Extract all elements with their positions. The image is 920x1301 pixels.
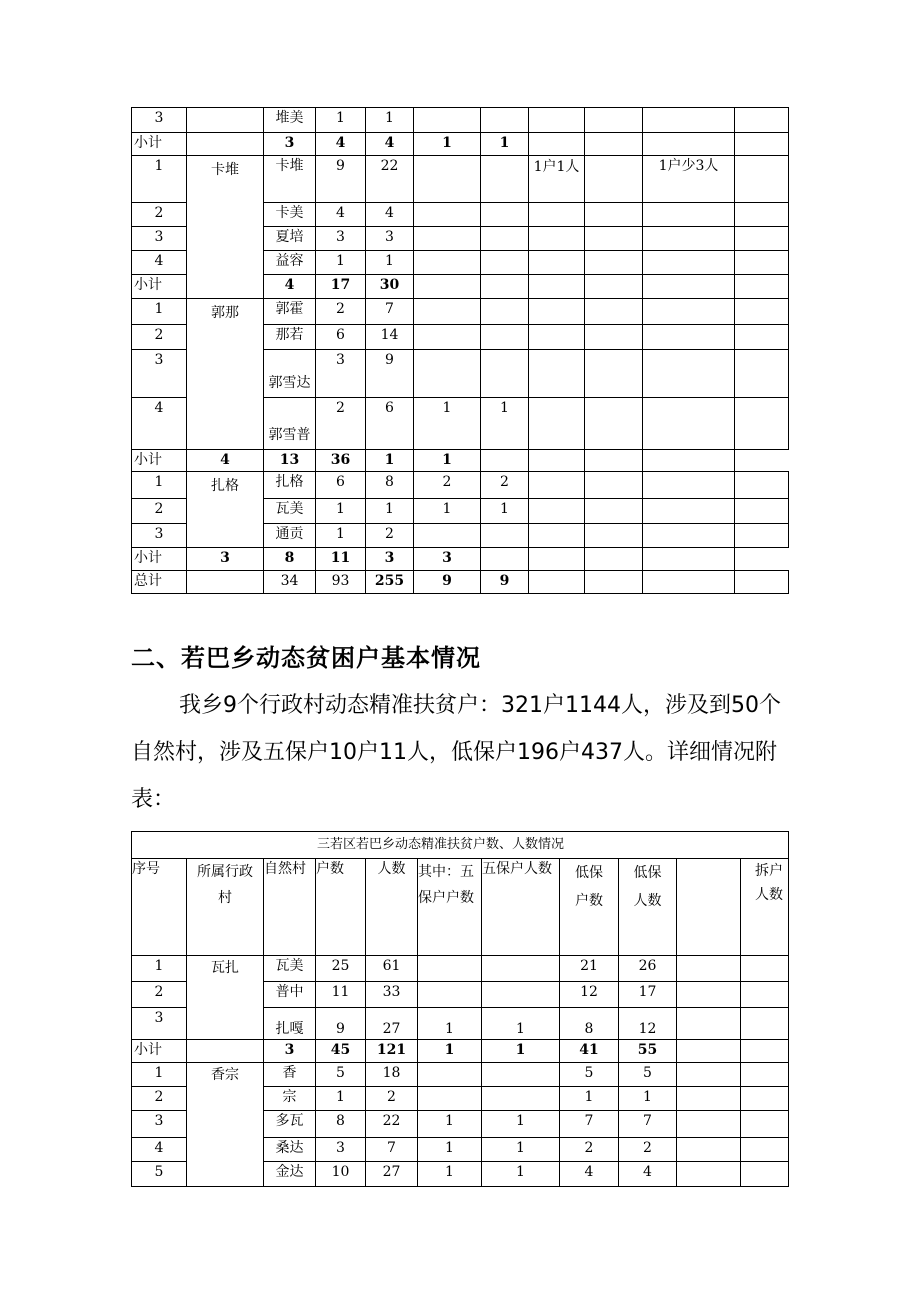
- table1-cell-village: [187, 571, 264, 594]
- table1-cell-c5: [481, 450, 529, 472]
- paragraph-text: 我乡9个行政村动态精准扶贫户：321户1144人，涉及到50个自然村，涉及五保户10户11人，低保户196户437人。详细情况附表：: [131, 693, 781, 812]
- table1-cell-c7: [643, 275, 735, 299]
- table2-cell-hh: 45: [316, 1040, 366, 1063]
- table2-cell-x: [677, 1162, 741, 1187]
- table1-cell-c8: [735, 299, 789, 325]
- table1-cell-c3: 1: [414, 398, 481, 450]
- table1-cell-c6: [585, 251, 643, 275]
- table1-cell-c4: [481, 203, 529, 227]
- table1-cell-c1: 2: [316, 299, 366, 325]
- table1-cell-c6: [529, 450, 585, 472]
- table2-cell-pp: 121: [366, 1040, 418, 1063]
- table1-cell-nat: 郭霍: [264, 299, 316, 325]
- table1-cell-nat: 瓦美: [264, 499, 316, 524]
- table1-cell-seq: 3: [132, 524, 187, 548]
- table2-cell-nat: 瓦美: [264, 956, 316, 982]
- table2-cell-l1: 5: [560, 1063, 619, 1087]
- header-village-text: 所属行政村: [197, 864, 253, 906]
- table1-row: [132, 299, 789, 325]
- table1-cell-c7: [643, 350, 735, 398]
- table1-cell-c6: [585, 299, 643, 325]
- table1-row: [132, 472, 789, 499]
- table1-cell-c4: [481, 275, 529, 299]
- table1-cell-seq: 1: [132, 299, 187, 325]
- table1-cell-c3: 2: [414, 472, 481, 499]
- table2-cell-hh: 11: [316, 982, 366, 1008]
- table2-cell-f1: 1: [418, 1008, 482, 1040]
- table1-cell-c2: 11: [316, 548, 366, 571]
- table1-cell-c8: [735, 227, 789, 251]
- table1-cell-c8: [643, 450, 735, 472]
- table2-title-cell: [132, 832, 789, 859]
- table2-cell-pp: 22: [366, 1111, 418, 1138]
- table1-cell-c2: 30: [366, 275, 414, 299]
- table1-cell-c3: [414, 325, 481, 350]
- table1-cell-c5: [529, 251, 585, 275]
- table2-cell-l2: 26: [619, 956, 677, 982]
- table2-cell-s: [741, 1111, 789, 1138]
- table2-cell-x: [677, 1040, 741, 1063]
- table2-cell-seq: 1: [132, 956, 187, 982]
- table1-cell-c1: 6: [316, 325, 366, 350]
- table1-cell-c7: [643, 571, 735, 594]
- table1-cell-village: [187, 108, 264, 133]
- table1-cell-c7: [643, 299, 735, 325]
- table2-cell-f2: 1: [482, 1040, 560, 1063]
- table1-cell-c3: [414, 299, 481, 325]
- table1-cell-c4: [481, 524, 529, 548]
- table1-cell-c2: 1: [366, 251, 414, 275]
- table1-cell-c8: [735, 251, 789, 275]
- table2-cell-l1: 41: [560, 1040, 619, 1063]
- table2-cell-l2: 55: [619, 1040, 677, 1063]
- table2-cell-l1: 4: [560, 1162, 619, 1187]
- table2-row: [132, 956, 789, 982]
- table1-cell-c1: 3: [316, 350, 366, 398]
- table1-cell-village: [187, 133, 264, 156]
- table1-cell-c7: [643, 251, 735, 275]
- table1-cell-c8: [735, 133, 789, 156]
- table2-cell-x: [677, 1111, 741, 1138]
- table2-cell-f2: 1: [482, 1008, 560, 1040]
- table2-cell-seq: 3: [132, 1008, 187, 1040]
- table2-cell-s: [741, 982, 789, 1008]
- table1-cell-c5: [529, 133, 585, 156]
- table2-cell-l1: 21: [560, 956, 619, 982]
- table2-cell-nat: 普中: [264, 982, 316, 1008]
- table1-cell-seq: 小计: [132, 548, 187, 571]
- table1-cell-c1: 17: [316, 275, 366, 299]
- table1-cell-c6: [585, 571, 643, 594]
- table2-cell-hh: 3: [316, 1138, 366, 1162]
- table1-cell-c4: [481, 108, 529, 133]
- table1-cell-c5: 1户1人: [529, 156, 585, 203]
- table1-cell-village: 扎格: [187, 472, 264, 548]
- table2-cell-s: [741, 1063, 789, 1087]
- table2-cell-l2: 1: [619, 1087, 677, 1111]
- table1-row: [132, 108, 789, 133]
- table1-cell-seq: 4: [132, 251, 187, 275]
- table1-cell-c5: [529, 299, 585, 325]
- table1-cell-c6: [585, 325, 643, 350]
- section-paragraph: [131, 682, 791, 823]
- table2-cell-nat: 3: [264, 1040, 316, 1063]
- table1-cell-c3: [414, 251, 481, 275]
- table1-cell-c4: 1: [481, 133, 529, 156]
- header-five-guarantee-households: 其中：五保户户数: [418, 859, 482, 956]
- table2-cell-l1: 2: [560, 1138, 619, 1162]
- table1-cell-c7: [643, 108, 735, 133]
- table2-cell-f1: 1: [418, 1138, 482, 1162]
- table2-cell-f2: [482, 982, 560, 1008]
- table1-cell-c5: [529, 571, 585, 594]
- table1-cell-c7: [585, 548, 643, 571]
- table1-cell-seq: 小计: [132, 450, 187, 472]
- table1-cell-c2: 3: [366, 227, 414, 251]
- table1-cell-nat: 卡美: [264, 203, 316, 227]
- table2-cell-hh: 9: [316, 1008, 366, 1040]
- table2-cell-s: [741, 956, 789, 982]
- table1-cell-c2: 2: [366, 524, 414, 548]
- table2-cell-l2: 7: [619, 1111, 677, 1138]
- table2-cell-f1: [418, 982, 482, 1008]
- table2-cell-seq: 4: [132, 1138, 187, 1162]
- table1-cell-c1: 2: [316, 398, 366, 450]
- table1-cell-c8: [735, 108, 789, 133]
- table1-cell-seq: 1: [132, 156, 187, 203]
- table1-cell-nat: 堆美: [264, 108, 316, 133]
- table1-cell-c5: [529, 108, 585, 133]
- table1-cell-c6: [585, 275, 643, 299]
- table1-cell-c5: [529, 275, 585, 299]
- table1-cell-seq: 2: [132, 499, 187, 524]
- table1-cell-nat: 3: [187, 548, 264, 571]
- table1-cell-c3: [414, 227, 481, 251]
- table1-cell-c8: [735, 524, 789, 548]
- table2-cell-seq: 2: [132, 982, 187, 1008]
- table2-cell-l1: 8: [560, 1008, 619, 1040]
- section-heading: 二、若巴乡动态贫困户基本情况: [131, 644, 481, 672]
- table2-cell-f2: 1: [482, 1111, 560, 1138]
- table1-cell-nat: 郭雪达: [264, 350, 316, 398]
- table1-cell-seq: 小计: [132, 275, 187, 299]
- table1-cell-c6: [585, 350, 643, 398]
- table1-cell-c3: [414, 275, 481, 299]
- table1-cell-c5: [529, 499, 585, 524]
- table1-cell-c4: [481, 156, 529, 203]
- table1-cell-c4: 1: [481, 398, 529, 450]
- table1-cell-c7: [643, 398, 735, 450]
- table2-cell-x: [677, 1138, 741, 1162]
- table1-cell-c2: 255: [366, 571, 414, 594]
- table2-cell-nat: 桑达: [264, 1138, 316, 1162]
- table1-cell-c6: [585, 133, 643, 156]
- table1-cell-c2: 1: [366, 108, 414, 133]
- table1-cell-nat: 郭雪普: [264, 398, 316, 450]
- table1-cell-seq: 3: [132, 227, 187, 251]
- table2-cell-village: [187, 1040, 264, 1063]
- table1-cell-c1: 93: [316, 571, 366, 594]
- table1-cell-seq: 4: [132, 398, 187, 450]
- table2-cell-nat: 金达: [264, 1162, 316, 1187]
- table1-cell-c8: [735, 350, 789, 398]
- table1-cell-c6: [585, 472, 643, 499]
- header-five-guarantee-people: 五保户人数: [482, 859, 560, 956]
- table1-cell-c8: [735, 156, 789, 203]
- table1-cell-c7: [643, 325, 735, 350]
- table1-cell-c8: [735, 571, 789, 594]
- table1-row: [132, 156, 789, 203]
- table1-cell-seq: 3: [132, 108, 187, 133]
- table2-cell-x: [677, 982, 741, 1008]
- table2-cell-x: [677, 1008, 741, 1040]
- table1-cell-c7: [643, 227, 735, 251]
- table1-cell-c8: [735, 499, 789, 524]
- table1-row: [132, 133, 789, 156]
- table1-cell-nat: 夏培: [264, 227, 316, 251]
- table1-cell-nat: 4: [187, 450, 264, 472]
- table1-cell-c3: [414, 108, 481, 133]
- table1-cell-c8: [735, 398, 789, 450]
- table2-cell-seq: 小计: [132, 1040, 187, 1063]
- table1-cell-c5: [529, 325, 585, 350]
- header-low-income-people: 低保人数: [619, 859, 677, 956]
- table2-cell-pp: 27: [366, 1162, 418, 1187]
- table1-cell-c4: 1: [414, 450, 481, 472]
- table2-cell-f2: [482, 956, 560, 982]
- table2-cell-x: [677, 1087, 741, 1111]
- table2-cell-seq: 1: [132, 1063, 187, 1087]
- table1-cell-c2: 4: [366, 203, 414, 227]
- table1-cell-c7: [643, 133, 735, 156]
- table1-cell-nat: 通贡: [264, 524, 316, 548]
- table2-cell-f2: 1: [482, 1138, 560, 1162]
- table2-cell-hh: 1: [316, 1087, 366, 1111]
- table1-cell-c3: [414, 203, 481, 227]
- table2-cell-seq: 2: [132, 1087, 187, 1111]
- table1-cell-c1: 8: [264, 548, 316, 571]
- table2-cell-f2: [482, 1063, 560, 1087]
- table2-cell-hh: 10: [316, 1162, 366, 1187]
- table1-cell-c3: [414, 350, 481, 398]
- table1-cell-c6: [585, 524, 643, 548]
- header-low-income-households: 低保户数: [560, 859, 619, 956]
- table2-cell-f1: 1: [418, 1040, 482, 1063]
- table1-cell-c8: [735, 325, 789, 350]
- table2-cell-s: [741, 1008, 789, 1040]
- table1-cell-c4: 2: [481, 472, 529, 499]
- header-seq: 序号: [132, 859, 187, 956]
- table2-cell-s: [741, 1087, 789, 1111]
- table2-cell-l1: 12: [560, 982, 619, 1008]
- table1-cell-c2: 7: [366, 299, 414, 325]
- table1-cell-c8: [735, 472, 789, 499]
- table2-cell-l1: 1: [560, 1087, 619, 1111]
- table2-cell-s: [741, 1138, 789, 1162]
- table1-row: [132, 548, 789, 571]
- table1-cell-c1: 4: [316, 133, 366, 156]
- table1-cell-c1: 1: [316, 499, 366, 524]
- header-natural-village: 自然村: [264, 859, 316, 956]
- table1-cell-c5: [529, 227, 585, 251]
- table1-cell-c5: [529, 524, 585, 548]
- upper-table: [131, 107, 789, 594]
- table1-cell-c2: 36: [316, 450, 366, 472]
- table1-cell-c3: [414, 524, 481, 548]
- table1-cell-c1: 1: [316, 108, 366, 133]
- table1-cell-nat: 4: [264, 275, 316, 299]
- table2-cell-pp: 33: [366, 982, 418, 1008]
- table1-cell-c4: 1: [481, 499, 529, 524]
- table1-cell-c1: 9: [316, 156, 366, 203]
- table1-cell-nat: 34: [264, 571, 316, 594]
- table2-cell-hh: 5: [316, 1063, 366, 1087]
- table1-cell-c4: [481, 251, 529, 275]
- table1-cell-c7: [643, 203, 735, 227]
- table1-cell-c1: 1: [316, 524, 366, 548]
- lower-table: [131, 831, 789, 1187]
- table1-cell-c6: [585, 499, 643, 524]
- table1-cell-seq: 1: [132, 472, 187, 499]
- table1-cell-c1: 3: [316, 227, 366, 251]
- table2-cell-hh: 8: [316, 1111, 366, 1138]
- table2-cell-village: 香宗: [187, 1063, 264, 1187]
- table1-cell-c6: [585, 398, 643, 450]
- header-blank: [677, 859, 741, 956]
- table2-cell-s: [741, 1162, 789, 1187]
- table1-cell-c5: [529, 398, 585, 450]
- table2-cell-nat: 香: [264, 1063, 316, 1087]
- table1-cell-c5: [529, 350, 585, 398]
- table1-cell-c4: 9: [481, 571, 529, 594]
- table2-cell-f1: 1: [418, 1111, 482, 1138]
- table1-cell-nat: 3: [264, 133, 316, 156]
- table2-row: [132, 1063, 789, 1087]
- table2-cell-pp: 18: [366, 1063, 418, 1087]
- table1-cell-c4: [481, 299, 529, 325]
- table1-cell-c8: [735, 275, 789, 299]
- table1-cell-c1: 13: [264, 450, 316, 472]
- table1-cell-c6: [585, 203, 643, 227]
- table2-title: 三若区若巴乡动态精准扶贫户数、人数情况: [317, 837, 565, 852]
- table1-cell-c2: 14: [366, 325, 414, 350]
- table1-cell-village: 卡堆: [187, 156, 264, 299]
- table1-cell-seq: 总计: [132, 571, 187, 594]
- table1-cell-nat: 卡堆: [264, 156, 316, 203]
- table2-cell-pp: 27: [366, 1008, 418, 1040]
- table1-cell-village: 郭那: [187, 299, 264, 450]
- table1-cell-c2: 9: [366, 350, 414, 398]
- table1-cell-c4: [481, 227, 529, 251]
- table1-cell-seq: 2: [132, 325, 187, 350]
- header-village: [187, 859, 264, 956]
- table1-cell-c2: 6: [366, 398, 414, 450]
- table1-cell-c7: [643, 472, 735, 499]
- table1-cell-c3: [414, 156, 481, 203]
- table1-cell-nat: 扎格: [264, 472, 316, 499]
- table1-cell-c5: [529, 472, 585, 499]
- header-people: 人数: [366, 859, 418, 956]
- table1-cell-c1: 1: [316, 251, 366, 275]
- table2-cell-l2: 17: [619, 982, 677, 1008]
- table1-cell-c5: [529, 203, 585, 227]
- table1-cell-c2: 4: [366, 133, 414, 156]
- table2-cell-f2: [482, 1087, 560, 1111]
- table1-cell-c5: [481, 548, 529, 571]
- table2-cell-f1: [418, 1063, 482, 1087]
- table2-cell-x: [677, 1063, 741, 1087]
- table1-cell-c4: [481, 325, 529, 350]
- table1-cell-c2: 1: [366, 499, 414, 524]
- table2-cell-x: [677, 956, 741, 982]
- table2-cell-nat: 宗: [264, 1087, 316, 1111]
- table2-cell-pp: 2: [366, 1087, 418, 1111]
- table1-cell-seq: 3: [132, 350, 187, 398]
- table2-cell-nat: 扎嘎: [264, 1008, 316, 1040]
- table2-cell-l2: 4: [619, 1162, 677, 1187]
- table2-cell-pp: 61: [366, 956, 418, 982]
- table2-cell-s: [741, 1040, 789, 1063]
- table1-cell-c6: [585, 156, 643, 203]
- table2-cell-l2: 12: [619, 1008, 677, 1040]
- table1-cell-c6: [585, 227, 643, 251]
- table2-cell-village: 瓦扎: [187, 956, 264, 1040]
- table1-cell-nat: 益容: [264, 251, 316, 275]
- table2-cell-l1: 7: [560, 1111, 619, 1138]
- table2-cell-seq: 3: [132, 1111, 187, 1138]
- table1-cell-c7: [643, 499, 735, 524]
- table1-cell-c2: 22: [366, 156, 414, 203]
- table1-cell-c2: 8: [366, 472, 414, 499]
- table1-cell-c3: 1: [366, 450, 414, 472]
- table2-cell-f1: [418, 956, 482, 982]
- table1-row: [132, 571, 789, 594]
- table2-cell-l2: 5: [619, 1063, 677, 1087]
- table1-cell-c3: 9: [414, 571, 481, 594]
- table1-cell-c3: 1: [414, 499, 481, 524]
- table1-cell-c8: [735, 203, 789, 227]
- table2-cell-f2: 1: [482, 1162, 560, 1187]
- table1-cell-c3: 1: [414, 133, 481, 156]
- table2-cell-seq: 5: [132, 1162, 187, 1187]
- table1-row: [132, 450, 789, 472]
- table2-cell-f1: 1: [418, 1162, 482, 1187]
- table2-cell-nat: 多瓦: [264, 1111, 316, 1138]
- table2-cell-hh: 25: [316, 956, 366, 982]
- table1-cell-c3: 3: [366, 548, 414, 571]
- table1-cell-seq: 2: [132, 203, 187, 227]
- table1-cell-c7: [585, 450, 643, 472]
- table1-cell-c4: 3: [414, 548, 481, 571]
- table1-cell-c6: [585, 108, 643, 133]
- table1-cell-nat: 那若: [264, 325, 316, 350]
- table1-cell-c1: 4: [316, 203, 366, 227]
- table1-cell-c4: [481, 350, 529, 398]
- table1-cell-c7: 1户少3人: [643, 156, 735, 203]
- table1-cell-c7: [643, 524, 735, 548]
- table2-cell-f1: [418, 1087, 482, 1111]
- header-households: 户数: [316, 859, 366, 956]
- table2-row: [132, 1040, 789, 1063]
- table2-cell-l2: 2: [619, 1138, 677, 1162]
- table1-cell-c1: 6: [316, 472, 366, 499]
- header-split-people: 拆户人数: [741, 859, 789, 956]
- table1-cell-c8: [643, 548, 735, 571]
- table1-cell-seq: 小计: [132, 133, 187, 156]
- table2-cell-pp: 7: [366, 1138, 418, 1162]
- table1-cell-c6: [529, 548, 585, 571]
